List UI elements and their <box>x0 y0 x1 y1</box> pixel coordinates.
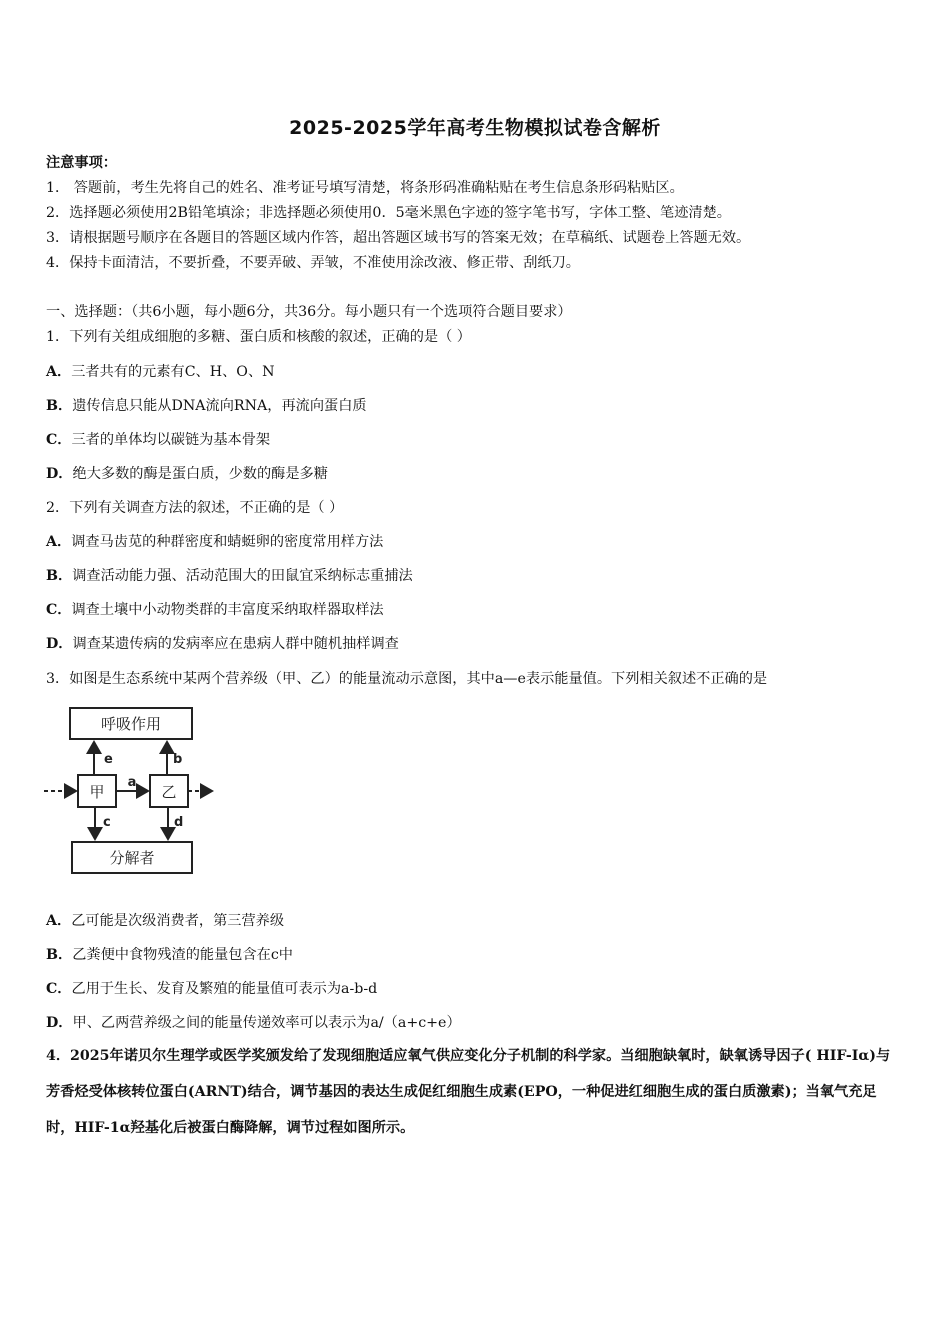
option-d <box>46 1012 461 1032</box>
option-text: 遗传信息只能从DNA流向RNA，再流向蛋白质 <box>72 398 367 414</box>
label-b: b <box>173 752 183 767</box>
question-stem: 1．下列有关组成细胞的多糖、蛋白质和核酸的叙述，正确的是（ ） <box>46 329 471 345</box>
option-key: C． <box>46 432 72 448</box>
energy-flow-diagram <box>42 700 222 885</box>
node-jia-label: 甲 <box>89 783 105 801</box>
option-b <box>46 395 367 415</box>
option-text: 乙粪便中食物残渣的能量包含在c中 <box>72 947 293 963</box>
label-c: c <box>103 815 111 830</box>
node-yi-label: 乙 <box>161 783 177 801</box>
option-key: B． <box>46 398 73 414</box>
option-text: 调查土壤中小动物类群的丰富度采纳取样器取样法 <box>71 602 384 618</box>
option-key: D． <box>46 636 73 652</box>
option-key: A． <box>46 534 72 550</box>
respiration-label: 呼吸作用 <box>100 715 162 733</box>
option-text: 调查活动能力强、活动范围大的田鼠宜采纳标志重捕法 <box>72 568 413 584</box>
option-text: 调查某遗传病的发病率应在患病人群中随机抽样调查 <box>72 636 399 652</box>
option-text: 乙可能是次级消费者，第三营养级 <box>71 913 285 929</box>
question-stem: 2．下列有关调查方法的叙述，不正确的是（ ） <box>46 500 344 516</box>
option-text: 调查马齿苋的种群密度和蜻蜓卵的密度常用样方法 <box>71 534 384 550</box>
option-b <box>46 944 293 964</box>
option-text: 乙用于生长、发育及繁殖的能量值可表示为a-b-d <box>71 981 378 997</box>
option-text: 绝大多数的酶是蛋白质，少数的酶是多糖 <box>72 466 328 482</box>
option-c <box>46 978 377 998</box>
option-key: B． <box>46 947 73 963</box>
option-a <box>46 910 284 930</box>
question-stem: 3．如图是生态系统中某两个营养级（甲、乙）的能量流动示意图，其中a—e表示能量值。下列相关叙述不正确的是 <box>46 671 768 687</box>
decomposer-label: 分解者 <box>109 849 155 867</box>
notice-heading: 注意事项： <box>46 155 117 171</box>
option-key: C． <box>46 602 72 618</box>
option-text: 三者的单体均以碳链为基本骨架 <box>71 432 271 448</box>
option-key: D． <box>46 466 73 482</box>
notice-item: 3．请根据题号顺序在各题目的答题区域内作答，超出答题区域书写的答案无效；在草稿纸、试题卷上答题无效。 <box>46 230 751 246</box>
option-a <box>46 531 383 551</box>
section-heading: 一、选择题：（共6小题，每小题6分，共36分。每小题只有一个选项符合题目要求） <box>46 304 572 320</box>
label-e: e <box>104 752 113 767</box>
notice-item: 1． 答题前，考生先将自己的姓名、准考证号填写清楚，将条形码准确粘贴在考生信息条形码粘贴区。 <box>46 180 684 196</box>
label-d: d <box>174 815 184 830</box>
label-a: a <box>127 775 137 790</box>
option-d <box>46 463 328 483</box>
option-a <box>46 361 275 381</box>
question-4-paragraph: 4．2025年诺贝尔生理学或医学奖颁发给了发现细胞适应氧气供应变化分子机制的科学家。当细胞缺氧时，缺氧诱导因子( HIF-Iα)与芳香烃受体核转位蛋白(ARNT)结合，调节基因的表达生成促红细胞生成素(EPO，一种促进红细胞生成的蛋白质激素)；当氧气充足时，HIF-1α羟基化后被蛋白酶降解，调节过程如图所示。 <box>46 1048 891 1136</box>
option-key: A． <box>46 913 72 929</box>
option-b <box>46 565 413 585</box>
option-d <box>46 633 399 653</box>
option-key: B． <box>46 568 73 584</box>
option-c <box>46 429 270 449</box>
option-key: A． <box>46 364 72 380</box>
option-text: 甲、乙两营养级之间的能量传递效率可以表示为a/（a+c+e） <box>72 1015 461 1031</box>
option-key: D． <box>46 1015 73 1031</box>
notice-item: 4．保持卡面清洁，不要折叠，不要弄破、弄皱，不准使用涂改液、修正带、刮纸刀。 <box>46 255 580 271</box>
page-title: 2025-2025学年高考生物模拟试卷含解析 <box>289 117 661 139</box>
option-key: C． <box>46 981 72 997</box>
option-c <box>46 599 384 619</box>
option-text: 三者共有的元素有C、H、O、N <box>71 364 275 380</box>
notice-item: 2．选择题必须使用2B铅笔填涂；非选择题必须使用0．5毫米黑色字迹的签字笔书写，字体工整、笔迹清楚。 <box>46 205 731 221</box>
